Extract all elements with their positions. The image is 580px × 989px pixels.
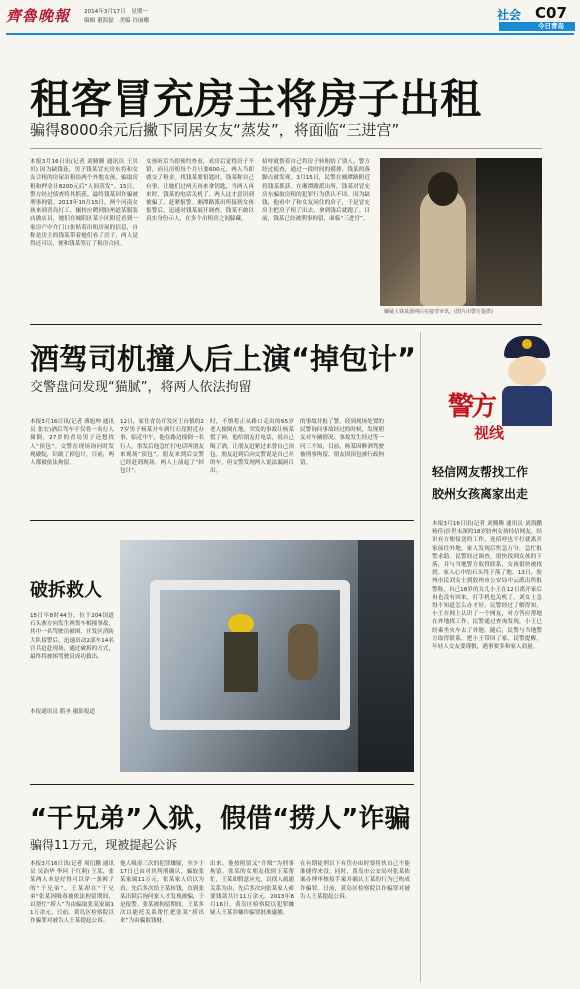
story4-headline: “干兄弟”入狱，假借“捞人”诈骗 bbox=[30, 804, 411, 834]
subsection-label: 今日青岛 bbox=[538, 22, 564, 30]
story1-divider bbox=[30, 148, 542, 149]
story4-col4: 在有期徒刑以下有罚办由时要将伙自己不能准捷得来没，同时，黄岛市公安局对张某依案办理审核接手案并确认王某的行为已构成诈骗罪。日前，黄岛区检察院以诈骗罪对被告人王某提起公诉。 bbox=[300, 861, 410, 900]
sidebar-brand-small: 视线 bbox=[474, 424, 505, 442]
police-mascot bbox=[492, 330, 562, 426]
photo-window bbox=[476, 158, 542, 306]
section-rule-3 bbox=[30, 784, 414, 785]
story2-subheadline: 交警盘问发现“猫腻”，将两人依法拘留 bbox=[30, 380, 252, 395]
mascot-face bbox=[508, 356, 546, 386]
story1-subheadline: 骗得8000余元后撇下同居女友“蒸发”，将面临“三进宫” bbox=[30, 121, 400, 139]
issue-date: 2014年3月17日 星期一 bbox=[84, 9, 149, 15]
story2-col4: 的事故并报了警。经到现场处置的民警询问事故经过的时候，发现朋友对车辆情况、事故发生经过等一问三不知，目前，杨某因醉酒驾驶被刑事拘留，朋友因顶包被行政拘留。 bbox=[300, 419, 384, 467]
photo-firefighter-helmet bbox=[228, 614, 254, 634]
page-number: C07 bbox=[535, 4, 567, 22]
photo-right-door bbox=[358, 540, 414, 772]
story1-headline: 租客冒充房主将房子出租 bbox=[30, 75, 481, 123]
mascot-badge-icon bbox=[522, 339, 532, 349]
story3-title: 破拆救人 bbox=[30, 580, 102, 601]
story2-headline: 酒驾司机撞人后上演“掉包计” bbox=[30, 342, 417, 376]
sidebar-headline-1: 轻信网友帮找工作 bbox=[432, 465, 529, 479]
story4-col2: 他人吸毒三次的犯罪嫌疑，至少于17日已由对其判刑确认，骗取张某家属11万元。张某家人信以为真，先后多次给王某转钱，直到张某出狱后询问家人才发现被骗，于是报警。张某被拘留期间，王某多次以能托关系帮忙把张某“捞出来”为由骗取钱财。 bbox=[120, 861, 204, 925]
newspaper-logo: 齊魯晚報 bbox=[6, 7, 71, 25]
story1-col1: 本报3月16日讯(记者 刘腾腾 通讯员 王贝贝) 因为缺钱花，男子钱某冒充房东将和女友合租的房屋出租给两个外地女孩，骗取房租和押金计8200元后“人间蒸发”。15日，警方经过侦查将其抓获。最终钱某因诈骗被刑事拘留。2013年10月15日，两个河南女孩来到青岛打工，辗转应聘到胶州道某服装店做店员，她们在城阳区某小区附近看到一家房产中介门口张贴着出租房屋的信息，自称是房主的钱某带着她们看了房子，两人觉得还可以，便和钱某签订了租房合同。 bbox=[30, 159, 138, 248]
photo-rescuer bbox=[288, 624, 318, 680]
masthead-rule bbox=[6, 33, 574, 35]
story2-col3: 时，不慎将正从路口走出的65岁老人撞倒在地。突发的事故让杨某慌了神，他给朋友打电话，说自己喝了酒，让朋友赶紧过来替自己顶包。朋友赶到后向交警说是自己开的车，但交警发现两人说法漏洞百出。 bbox=[210, 419, 294, 475]
story3-body: 15日早8时44分，位于204国道石头寨方向发生两货车相撞事故，其中一名驾驶员被困，开发区消防大队接警后，迅速出动2部车14名官兵赶赴现场，通过破拆的方式，最终将被困驾驶员成功救出。 bbox=[30, 613, 114, 661]
sidebar-divider bbox=[420, 332, 421, 982]
story2-col1: 本报3月16日讯(记者 薄旭坤 通讯员 张宏)酒后驾车不仅将一名行人撞倒，27岁的青岛男子还想找人“顶包”。交警在现场询问时发现破绽，识破了掉包计，目前，两人都被依法拘留。 bbox=[30, 419, 114, 467]
editors-line: 编辑 董海磊 美编 谷丽娜 bbox=[84, 18, 150, 24]
section-rule-2 bbox=[30, 520, 414, 521]
story1-col2: 女孩听后当即预约查看，看房后觉得房子不错，而且房租每个月只要600元，两人当即就交了租金。找钱某要钥匙时，钱某称自己有事，让她们过两天再来拿钥匙，当两人再来时，钱某的电话关机了。两人这才意识到被骗了，赶紧报警。湘潭路派出所接到女孩报警后，迅速对钱某展开调查。钱某不敢以真实身份示人，在多个出租房之间躲藏。 bbox=[146, 159, 254, 223]
sidebar-body: 本报3月16日讯(记者 刘腾腾 通讯员 刘海鹏 杨佳)涉世未深的18岁胶州女孩轻信网友，结识有方便接送的工作，连招呼也不打就离开家前往外地，家人发现后焦急万分，急忙报警求助。民警经过调查，很快找到女孩的下落，并与当地警方取得联系，女孩很快被找到，家人心中的石头终于落了地。13日，胶州市民刘女士到胶州市公安局中云派出所报警称，自己18岁的女儿小王在12日离开家后再也没有回来，打手机也关机了。刘女士急得不知道怎么办才好。民警经过了解得知，小王在网上认识了一个网友，对方答应帮她在外地找工作。民警通过查询发现，小王已经乘坐火车去了外地。随后，民警与当地警方取得联系，把小王带回了家。民警提醒，年轻人交友要谨慎，遇事要多和家人商量。 bbox=[432, 521, 542, 651]
section-name: 社会 bbox=[497, 8, 522, 22]
sidebar-headline-2: 胶州女孩离家出走 bbox=[432, 487, 529, 501]
story1-col3: 招呼就帮着自己将房子转租给了别人。警方经过侦查，通过一段时间的摸排，钱某的落脚点被发现。3月15日，民警在湘潭路附近将钱某抓获。在湘潭路派出所，钱某对冒充房东骗取房租的犯罪行为供认不讳。因为缺钱，他看中了和女友同住的房子，于是冒充房主把房子租了出去，拿到钱后就跑了。目前，钱某已经被刑事拘留，面临“三进宫”。 bbox=[262, 159, 370, 223]
story1-photo-caption: 嫌疑人钱某落网后在接受审讯。(图片由警方提供) bbox=[384, 309, 493, 315]
masthead bbox=[0, 0, 580, 32]
story4-col3: 出来。他按照留又“升级”为刑事拘留。张某的女朋友找到王某帮忙，王某却假意应允，以找人疏通关系为由，先后多次向张某家人索要钱款共计11万余元。2013年8月16日，黄岛区检察院以犯罪嫌疑人王某涉嫌诈骗罪批准逮捕。 bbox=[210, 861, 294, 917]
photo-head bbox=[428, 172, 458, 206]
photo-firefighter-body bbox=[224, 632, 258, 692]
story1-photo bbox=[380, 158, 542, 306]
section-rule-1 bbox=[30, 324, 542, 325]
story2-col2: 12日，家住青岛开发区王台镇的27岁男子杨某开车到红石崖附近办事，临近中午，他在路边撞倒一名行人。事发后他急忙打电话叫朋友来现场“顶包”。朋友来到后交警已经赶到现场，两人上演起了“掉包计”。 bbox=[120, 419, 204, 475]
story4-subheadline: 骗得11万元，现被提起公诉 bbox=[30, 838, 178, 852]
story4-col1: 本报3月16日讯(记者 周衍鹏 通讯员 吴治华 李珂 于红莉) 王某、张某两人本是好得可以穿一条裤子的“干兄弟”，王某却在“干兄弟”张某因吸毒被依法拘留期间，以帮忙“捞人”为由骗取张某家属11万余元。日前，黄岛区检察院以诈骗罪对被告人王某提起公诉。 bbox=[30, 861, 114, 925]
story3-photo bbox=[120, 540, 414, 772]
story3-credit: 本报通讯员 隋圣 摄影报道 bbox=[30, 709, 96, 715]
mascot-body bbox=[502, 386, 552, 426]
sidebar-brand-big: 警方 bbox=[448, 392, 495, 422]
